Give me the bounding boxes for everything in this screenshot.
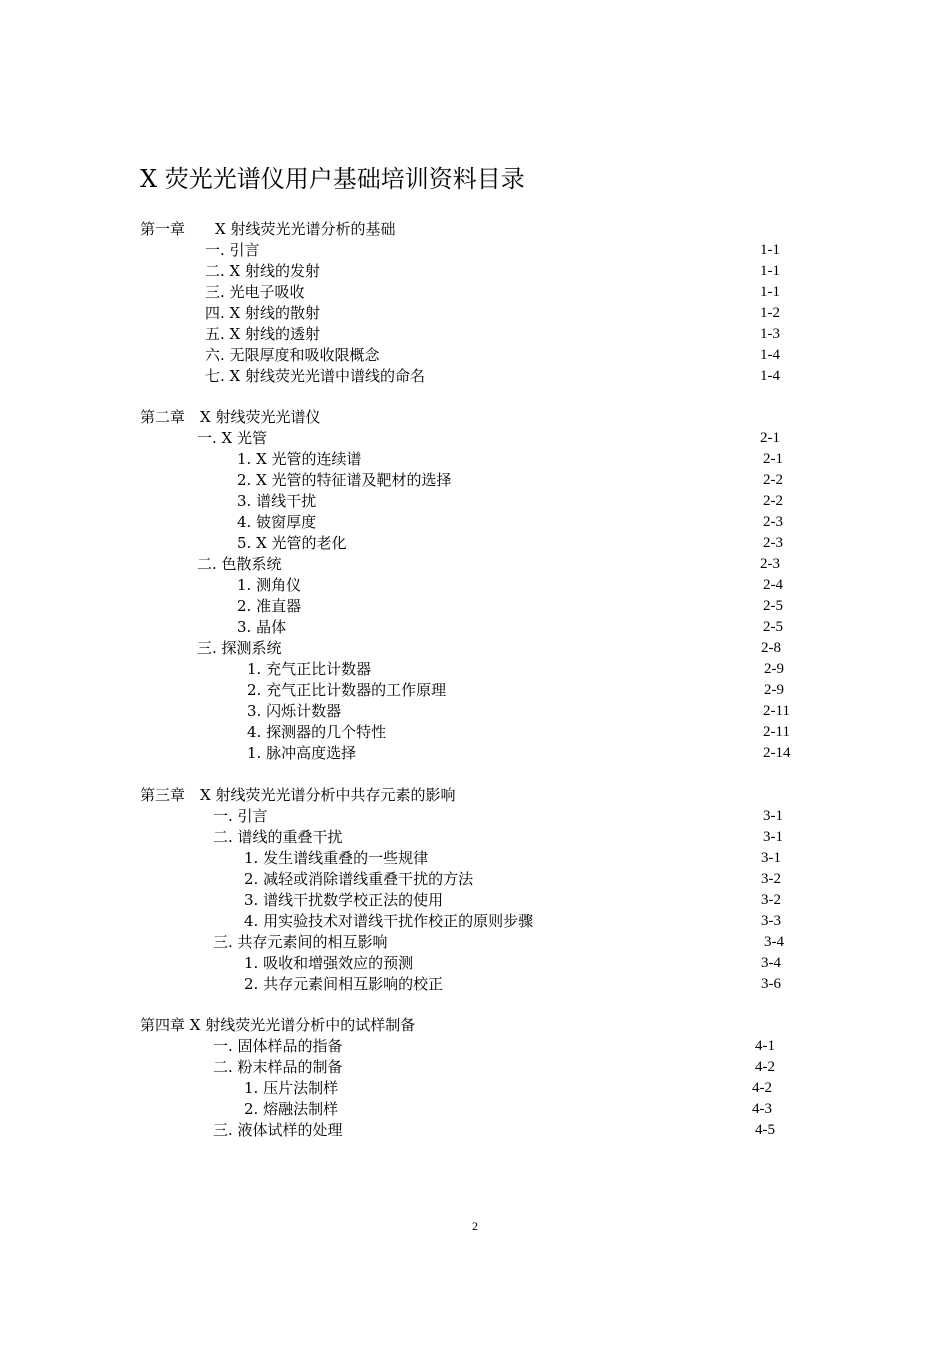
toc-page-number: 4-2 — [755, 1059, 775, 1075]
toc-entry: 1. 吸收和增强效应的预测 — [244, 954, 414, 972]
toc-entry: 三. 共存元素间的相互影响 — [213, 933, 388, 951]
toc-page-number: 2-5 — [763, 598, 783, 614]
toc-entry: 三. 液体试样的处理 — [213, 1121, 343, 1139]
toc-page-number: 1-1 — [760, 284, 780, 300]
toc-entry: 1. 测角仪 — [237, 576, 302, 594]
toc-entry: 1. 脉冲高度选择 — [247, 744, 357, 762]
toc-page-number: 2-11 — [763, 703, 790, 719]
toc-entry: 二. 谱线的重叠干扰 — [213, 828, 343, 846]
toc-page-number: 4-2 — [752, 1080, 772, 1096]
toc-page-number: 2-4 — [763, 577, 783, 593]
toc-entry: 二. X 射线的发射 — [205, 262, 320, 280]
toc-page-number: 1-4 — [760, 347, 780, 363]
toc-entry: 五. X 射线的透射 — [205, 325, 320, 343]
toc-page-number: 2-2 — [763, 493, 783, 509]
toc-page-number: 3-1 — [761, 850, 781, 866]
toc-entry: 三. 探测系统 — [197, 639, 282, 657]
toc-page-number: 2-8 — [761, 640, 781, 656]
toc-page-number: 2-5 — [763, 619, 783, 635]
toc-entry: 1. 发生谱线重叠的一些规律 — [244, 849, 429, 867]
toc-entry: 1. X 光管的连续谱 — [237, 450, 362, 468]
toc-entry: 4. 探测器的几个特性 — [247, 723, 387, 741]
toc-entry: 三. 光电子吸收 — [205, 283, 305, 301]
toc-page-number: 2-1 — [763, 451, 783, 467]
toc-page-number: 4-5 — [755, 1122, 775, 1138]
toc-entry: 3. 晶体 — [237, 618, 287, 636]
toc-entry: 一. 固体样品的指备 — [213, 1037, 343, 1055]
toc-page-number: 1-3 — [760, 326, 780, 342]
toc-page-number: 3-2 — [761, 892, 781, 908]
toc-page-number: 2-1 — [760, 430, 780, 446]
toc-page-number: 2-9 — [764, 682, 784, 698]
toc-entry: 二. 色散系统 — [197, 555, 282, 573]
toc-page-number: 1-4 — [760, 368, 780, 384]
toc-page-number: 3-1 — [763, 829, 783, 845]
toc-page-number: 2-11 — [763, 724, 790, 740]
toc-page-number: 1-1 — [760, 263, 780, 279]
toc-entry: 二. 粉末样品的制备 — [213, 1058, 343, 1076]
toc-page-number: 2-2 — [763, 472, 783, 488]
toc-entry: 4. 铍窗厚度 — [237, 513, 317, 531]
toc-page-number: 4-1 — [755, 1038, 775, 1054]
toc-entry: 4. 用实验技术对谱线干扰作校正的原则步骤 — [244, 912, 534, 930]
toc-entry: 2. 减轻或消除谱线重叠干扰的方法 — [244, 870, 474, 888]
toc-entry: 3. 闪烁计数器 — [247, 702, 342, 720]
toc-entry: 四. X 射线的散射 — [205, 304, 320, 322]
toc-page-number: 3-1 — [763, 808, 783, 824]
toc-entry: 2. 熔融法制样 — [244, 1100, 339, 1118]
toc-entry: 1. 压片法制样 — [244, 1079, 339, 1097]
toc-entry: 1. 充气正比计数器 — [247, 660, 372, 678]
toc-page-number: 1-1 — [760, 242, 780, 258]
toc-entry: 3. 谱线干扰 — [237, 492, 317, 510]
toc-entry: 3. 谱线干扰数学校正法的使用 — [244, 891, 444, 909]
toc-entry: 2. 共存元素间相互影响的校正 — [244, 975, 444, 993]
toc-entry: 2. 充气正比计数器的工作原理 — [247, 681, 447, 699]
toc-entry: 2. 准直器 — [237, 597, 302, 615]
toc-page-number: 4-3 — [752, 1101, 772, 1117]
toc-page-number: 2-14 — [763, 745, 791, 761]
toc-page-number: 3-4 — [761, 955, 781, 971]
toc-entry: 一. 引言 — [205, 241, 260, 259]
page-number: 2 — [472, 1219, 478, 1233]
toc-page-number: 3-4 — [764, 934, 784, 950]
toc-page-number: 3-3 — [761, 913, 781, 929]
toc-page-number: 2-3 — [763, 514, 783, 530]
toc-entry: 一. 引言 — [213, 807, 268, 825]
chapter-2-heading: 第二章 X 射线荧光光谱仪 — [140, 408, 321, 426]
toc-page-number: 2-3 — [763, 535, 783, 551]
toc-page-number: 1-2 — [760, 305, 780, 321]
toc-page-number: 2-3 — [760, 556, 780, 572]
toc-entry: 七. X 射线荧光光谱中谱线的命名 — [205, 367, 425, 385]
chapter-4-heading: 第四章 X 射线荧光光谱分析中的试样制备 — [140, 1016, 416, 1034]
chapter-1-heading: 第一章 X 射线荧光光谱分析的基础 — [140, 220, 396, 238]
toc-entry: 2. X 光管的特征谱及靶材的选择 — [237, 471, 452, 489]
toc-page-number: 2-9 — [764, 661, 784, 677]
toc-page-number: 3-6 — [761, 976, 781, 992]
toc-entry: 六. 无限厚度和吸收限概念 — [205, 346, 380, 364]
toc-entry: 5. X 光管的老化 — [237, 534, 347, 552]
toc-page-number: 3-2 — [761, 871, 781, 887]
chapter-3-heading: 第三章 X 射线荧光光谱分析中共存元素的影响 — [140, 786, 456, 804]
page-title: X 荧光光谱仪用户基础培训资料目录 — [140, 165, 525, 193]
toc-entry: 一. X 光管 — [197, 429, 267, 447]
